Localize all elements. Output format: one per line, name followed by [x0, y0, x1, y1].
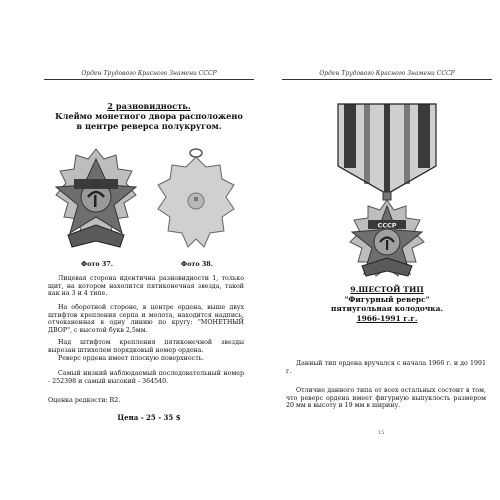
- variety-subtitle-line-2: в центре реверса полукругом.: [76, 120, 222, 131]
- paragraph: Данный тип ордена вручался с начала 1966 г. и до 1991 г.: [286, 360, 486, 375]
- paragraph: Лицевая сторона идентична разновидности 1, только щит, на котором нахолится пятиконечная звезда, такой как на 3 и 4 типе.: [48, 275, 244, 298]
- order-badge-icon: [56, 149, 136, 247]
- order-reverse-icon: [158, 149, 234, 247]
- photo-caption: Фото 38.: [181, 260, 213, 268]
- paragraph: Самый низкий наблюдаемый последовательный номер - 252398 и самый высокий - 364540.: [48, 370, 244, 385]
- type-heading: [282, 285, 492, 323]
- paragraph: Над штифтом крепления пятиконечной звезды вырезан штихелем порядковый номер ордена.: [48, 339, 244, 354]
- running-head-rule: [44, 79, 254, 80]
- pentagonal-ribbon-icon: [338, 104, 436, 194]
- order-badge-icon: [350, 192, 424, 276]
- paragraph: На оборотной стороне, в центре ордена, выше двух штифтов крепления серпа и молота, находится надпись, отчеканенная в одну линию по кругу: "МОНЕТНЫЙ ДВОР", с высотой букв 2,5мм.: [48, 304, 244, 334]
- type-years: 1966-1991 г.г.: [356, 313, 418, 323]
- running-head: Орден Трудового Красного Знамени СССР: [44, 70, 254, 80]
- right-page: [282, 70, 492, 470]
- variety-subtitle-line-1: Клеймо монетного двора расположено: [55, 110, 243, 121]
- paragraph: Реверс ордена имеет плоскую поверхность.: [58, 355, 205, 362]
- variety-title: 2 разновидность.: [107, 101, 191, 111]
- type-ribbon-note: пятиугольная колодочка.: [331, 304, 443, 314]
- medal-plaque-text: СССР: [377, 221, 397, 230]
- rarity-rating: Оценка редкости: R2.: [48, 397, 121, 404]
- price-line: Цена - 25 - 35 $: [117, 413, 181, 422]
- page-number: 15: [378, 430, 385, 436]
- order-obverse-photo: [52, 145, 140, 255]
- section-heading: [44, 102, 254, 131]
- photo-caption: Фото 37.: [81, 260, 113, 268]
- type-subtitle: "Фигурный реверс": [344, 294, 430, 304]
- order-with-ribbon-photo: [334, 100, 440, 282]
- left-page: [44, 70, 254, 470]
- running-head-rule: [282, 79, 492, 80]
- type-title: 9.ШЕСТОЙ ТИП: [350, 285, 424, 294]
- paragraph: Отличие данного типа от всех остальных состоит в том, что реверс ордена имеет фигурную выпуклость размером 20 мм в высоту и 19 мм в ширину.: [286, 387, 486, 410]
- running-head: Орден Трудового Красного Знамени СССР: [282, 70, 492, 80]
- order-reverse-photo: [156, 145, 236, 255]
